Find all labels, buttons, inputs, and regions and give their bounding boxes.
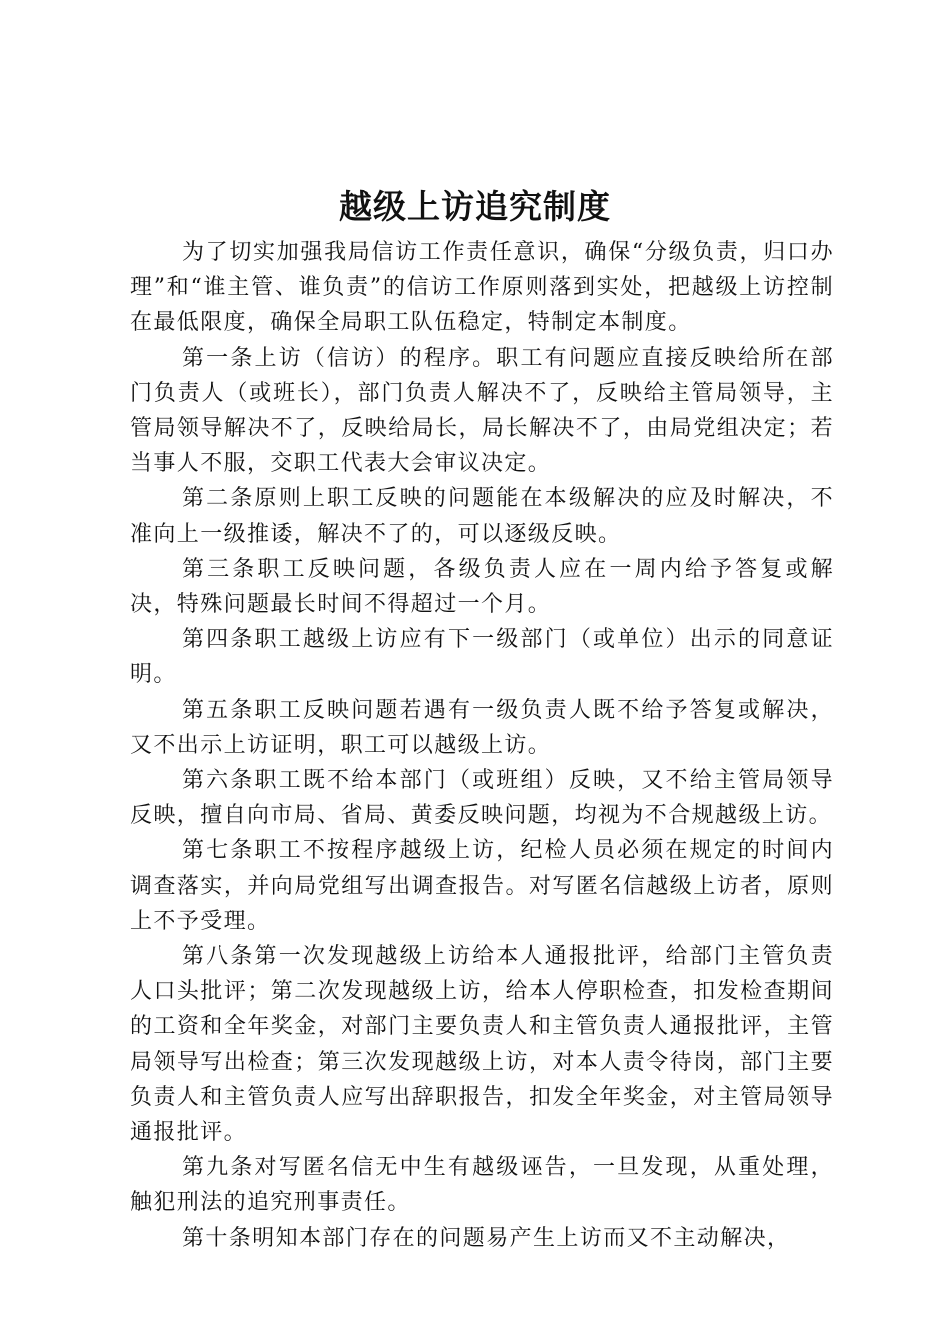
paragraph-article-5: 第五条职工反映问题若遇有一级负责人既不给予答复或解决，又不出示上访证明，职工可以越级上访。 xyxy=(130,697,834,758)
paragraph-article-10: 第十条明知本部门存在的问题易产生上访而又不主动解决， xyxy=(182,1225,791,1251)
paragraph-article-3: 第三条职工反映问题，各级负责人应在一周内给予答复或解决，特殊问题最长时间不得超过一个月。 xyxy=(130,556,834,618)
paragraph-article-8: 第八条第一次发现越级上访给本人通报批评，给部门主管负责人口头批评；第二次发现越级上访，给本人停职检查，扣发检查期间的工资和全年奖金，对部门主要负责人和主管负责人通报批评，主管局领导写出检查；第三次发现越级上访，对本人责令待岗，部门主要负责人和主管负责人应写出辞职报告，扣发全年奖金，对主管局领导通报批评。 xyxy=(130,944,834,1146)
paragraph-article-4: 第四条职工越级上访应有下一级部门（或单位）出示的同意证明。 xyxy=(130,627,834,688)
document-body xyxy=(130,235,834,1256)
paragraph-article-1: 第一条上访（信访）的程序。职工有问题应直接反映给所在部门负责人（或班长），部门负责人解决不了，反映给主管局领导，主管局领导解决不了，反映给局长，局长解决不了，由局党组决定；若当事人不服，交职工代表大会审议决定。 xyxy=(130,345,834,477)
paragraph-article-2: 第二条原则上职工反映的问题能在本级解决的应及时解决，不准向上一级推诿，解决不了的，可以逐级反映。 xyxy=(130,486,834,547)
paragraph-article-7: 第七条职工不按程序越级上访，纪检人员必须在规定的时间内调查落实，并向局党组写出调查报告。对写匿名信越级上访者，原则上不予受理。 xyxy=(130,838,834,934)
paragraph-article-6: 第六条职工既不给本部门（或班组）反映，又不给主管局领导反映，擅自向市局、省局、黄委反映问题，均视为不合规越级上访。 xyxy=(130,768,834,829)
paragraph-intro: 为了切实加强我局信访工作责任意识，确保“分级负责，归口办理”和“谁主管、谁负责”的信访工作原则落到实处，把越级上访控制在最低限度，确保全局职工队伍稳定，特制定本制度。 xyxy=(130,240,834,336)
paragraph-article-9: 第九条对写匿名信无中生有越级诬告，一旦发现，从重处理，触犯刑法的追究刑事责任。 xyxy=(130,1155,834,1216)
document-title: 越级上访追究制度 xyxy=(339,187,611,226)
